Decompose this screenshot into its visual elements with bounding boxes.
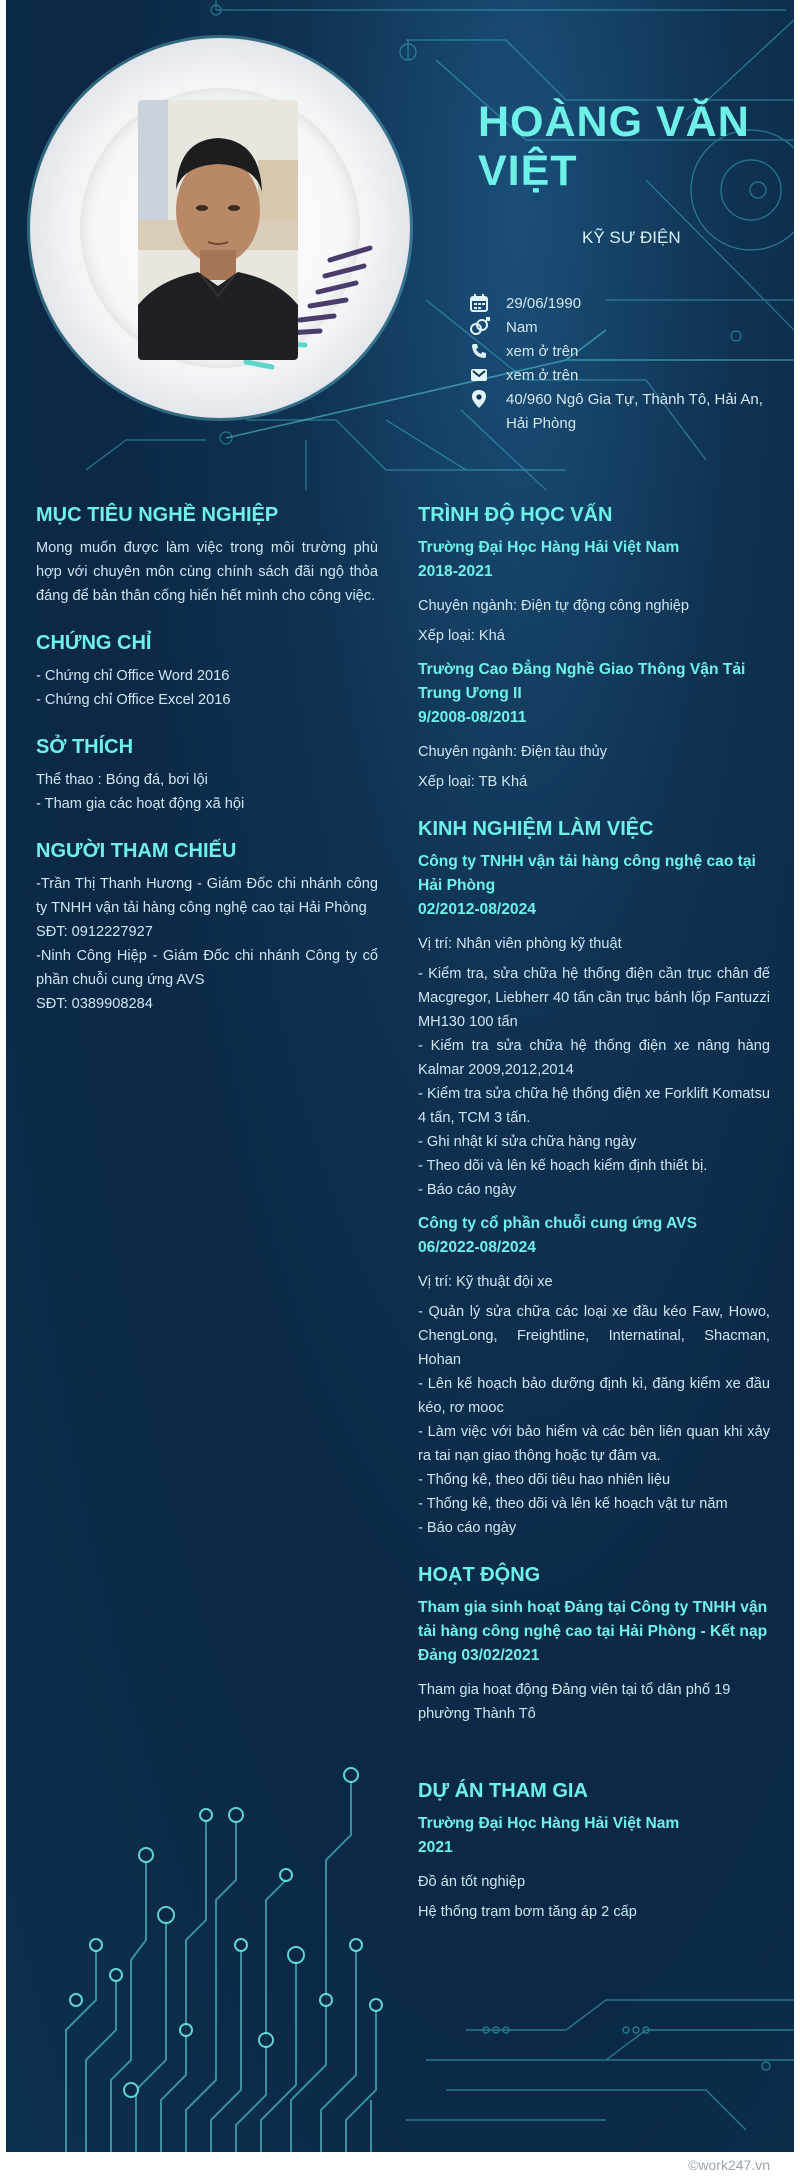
experience-duty: - Kiểm tra, sửa chữa hệ thống điện cần trục chân đế Macgregor, Liebherr 40 tấn cần trục bánh lốp Fantuzzi MH130 100 tấn: [418, 966, 770, 1030]
reference-item: -Trần Thị Thanh Hương - Giám Đốc chi nhánh công ty TNHH vận tải hàng công nghệ cao tại Hải Phòng: [36, 876, 378, 916]
experience-duty: - Thống kê, theo dõi tiêu hao nhiên liệu: [418, 1472, 671, 1488]
certificates-title: CHỨNG CHỈ: [36, 632, 152, 654]
activities-title: HOẠT ĐỘNG: [418, 1564, 541, 1586]
reference-phone: SĐT: 0389908284: [36, 996, 153, 1012]
contact-info: [468, 292, 788, 436]
references-title: NGƯỜI THAM CHIẾU: [36, 840, 237, 862]
gender-value: Nam: [506, 319, 538, 336]
experience-period: 02/2012-08/2024: [418, 901, 536, 918]
candidate-name: HOÀNG VĂN VIỆT: [478, 98, 750, 195]
activities-headline: Tham gia sinh hoạt Đảng tại Công ty TNHH vận tải hàng công nghệ cao tại Hải Phòng - Kết nạp Đảng 03/02/2021: [418, 1599, 768, 1664]
cv-page: [6, 0, 794, 2152]
education-section: [418, 502, 770, 794]
experience-section: [418, 816, 770, 1540]
references-section: [36, 838, 378, 1016]
reference-item: -Ninh Công Hiệp - Giám Đốc chi nhánh Công ty cổ phần chuỗi cung ứng AVS: [36, 948, 378, 988]
contact-email: [468, 364, 788, 388]
contact-dob: [468, 292, 788, 316]
experience-duty: - Ghi nhật kí sửa chữa hàng ngày: [418, 1134, 637, 1150]
education-major: Chuyên ngành: Điện tàu thủy: [418, 744, 608, 760]
project-item: Đồ án tốt nghiệp: [418, 1874, 526, 1890]
certificates-section: [36, 630, 378, 712]
education-grade: Xếp loại: Khá: [418, 628, 505, 644]
experience-duty: - Kiểm tra sửa chữa hệ thống điện xe Forklift Komatsu 4 tấn, TCM 3 tấn.: [418, 1086, 770, 1126]
experience-duty: - Kiểm tra sửa chữa hệ thống điện xe nâng hàng Kalmar 2009,2012,2014: [418, 1038, 770, 1078]
map-pin-icon: [468, 388, 490, 410]
profile-photo: [138, 100, 298, 360]
projects-school: Trường Đại Học Hàng Hải Việt Nam: [418, 1815, 680, 1832]
experience-duty: - Lên kế hoạch bảo dưỡng định kì, đăng kiểm xe đầu kéo, rơ mooc: [418, 1376, 770, 1416]
calendar-icon: [468, 292, 490, 314]
education-grade: Xếp loại: TB Khá: [418, 774, 528, 790]
watermark: ©work247.vn: [688, 2157, 770, 2173]
education-school: Trường Cao Đẳng Nghề Giao Thông Vận Tải Trung Ương II: [418, 661, 746, 702]
experience-company: Công ty cổ phần chuỗi cung ứng AVS: [418, 1215, 697, 1232]
certificate-item: - Chứng chỉ Office Excel 2016: [36, 692, 231, 708]
activities-section: [418, 1562, 770, 1726]
phone-value: xem ở trên: [506, 343, 579, 360]
education-period: 2018-2021: [418, 563, 493, 580]
hobbies-title: SỞ THÍCH: [36, 736, 134, 758]
projects-year: 2021: [418, 1839, 453, 1856]
projects-title: DỰ ÁN THAM GIA: [418, 1780, 588, 1802]
dob-value: 29/06/1990: [506, 295, 582, 312]
contact-phone: [468, 340, 788, 364]
experience-title: KINH NGHIỆM LÀM VIỆC: [418, 818, 654, 840]
experience-company: Công ty TNHH vận tải hàng công nghệ cao tại Hải Phòng: [418, 853, 756, 894]
projects-section: [418, 1778, 770, 1924]
activities-text: Tham gia hoạt động Đảng viên tại tổ dân phố 19 phường Thành Tô: [418, 1682, 731, 1722]
experience-duty: - Quản lý sửa chữa các loại xe đầu kéo Faw, Howo, ChengLong, Freightline, Internatinal, Shacman, Hohan: [418, 1304, 770, 1368]
education-major: Chuyên ngành: Điện tự động công nghiệp: [418, 598, 690, 614]
hobby-item: - Tham gia các hoạt động xã hội: [36, 796, 245, 812]
education-period: 9/2008-08/2011: [418, 709, 527, 726]
email-value: xem ở trên: [506, 367, 579, 384]
address-value: 40/960 Ngô Gia Tự, Thành Tô, Hải An, Hải Phòng: [506, 391, 763, 432]
phone-icon: [468, 340, 490, 362]
education-title: TRÌNH ĐỘ HỌC VẤN: [418, 504, 613, 526]
experience-position: Vị trí: Nhân viên phòng kỹ thuật: [418, 936, 622, 952]
experience-duty: - Báo cáo ngày: [418, 1520, 517, 1536]
objective-title: MỤC TIÊU NGHỀ NGHIỆP: [36, 504, 279, 526]
contact-gender: [468, 316, 788, 340]
hobby-item: Thể thao : Bóng đá, bơi lội: [36, 772, 208, 788]
reference-phone: SĐT: 0912227927: [36, 924, 153, 940]
objective-section: [36, 502, 378, 608]
right-column: [418, 502, 770, 1946]
project-item: Hệ thống trạm bơm tăng áp 2 cấp: [418, 1904, 637, 1920]
left-column: [36, 502, 378, 1038]
experience-duty: - Làm việc với bảo hiểm và các bên liên quan khi xảy ra tai nạn giao thông hoặc tự đâm va.: [418, 1424, 770, 1464]
gender-icon: [468, 316, 490, 338]
experience-period: 06/2022-08/2024: [418, 1239, 536, 1256]
certificate-item: - Chứng chỉ Office Word 2016: [36, 668, 230, 684]
experience-position: Vị trí: Kỹ thuật đội xe: [418, 1274, 553, 1290]
contact-address: [468, 388, 788, 436]
education-school: Trường Đại Học Hàng Hải Việt Nam: [418, 539, 680, 556]
experience-duty: - Thống kê, theo dõi và lên kế hoạch vật tư năm: [418, 1496, 728, 1512]
candidate-role: KỸ SƯ ĐIỆN: [582, 228, 681, 247]
hobbies-section: [36, 734, 378, 816]
experience-duty: - Báo cáo ngày: [418, 1182, 517, 1198]
email-icon: [468, 364, 490, 386]
objective-text: Mong muốn được làm việc trong môi trường phù hợp với chuyên môn cùng chính sách đãi ngộ thỏa đáng để bản thân cống hiến hết mình cho công việc.: [36, 540, 378, 604]
experience-duty: - Theo dõi và lên kế hoạch kiểm định thiết bị.: [418, 1158, 708, 1174]
